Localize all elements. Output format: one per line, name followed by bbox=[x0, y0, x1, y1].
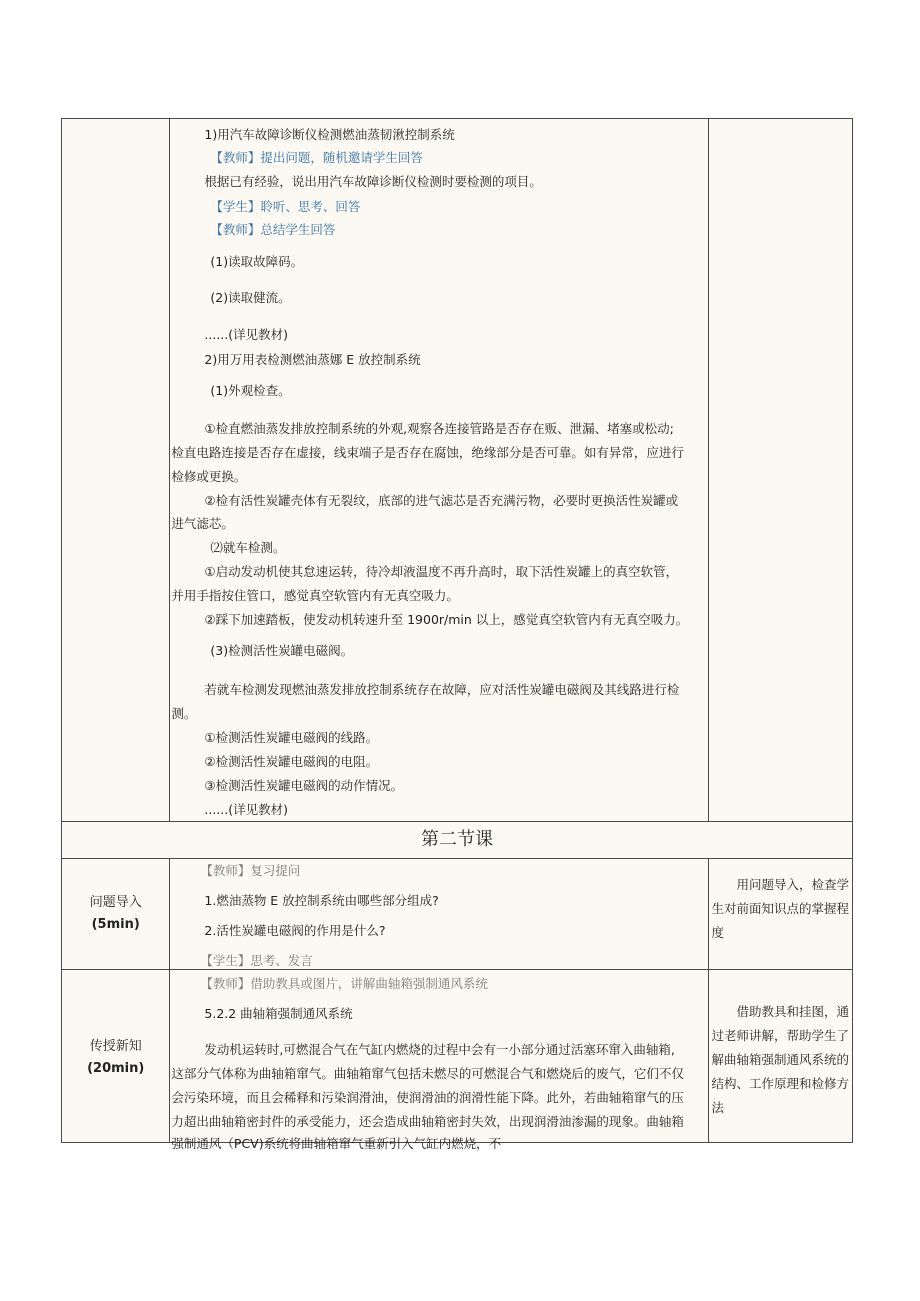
teacher-tag-line: 【教师】总结学生回答 bbox=[210, 222, 336, 237]
intro-row bbox=[62, 859, 853, 970]
subheading-line: 5.2.2 曲轴箱强制通风系统 bbox=[204, 1006, 353, 1021]
teach-content-cell bbox=[170, 970, 709, 1151]
lesson-plan-table bbox=[61, 118, 853, 1151]
section-row bbox=[62, 822, 853, 859]
text-line: 测。 bbox=[171, 706, 197, 721]
text-line: 2.活性炭罐电磁阀的作用是什么? bbox=[204, 923, 386, 938]
section-title: 第二节课 bbox=[421, 829, 493, 850]
continuation-row bbox=[62, 119, 853, 822]
text-line: ②检测活性炭罐电磁阀的电阻。 bbox=[204, 754, 379, 769]
text-line: 若就车检测发现燃油蒸发排放控制系统存在故障，应对活性炭罐电磁阀及其线路进行检 bbox=[204, 682, 680, 697]
teach-note: 借助教具和挂图，通过老师讲解，帮助学生了解曲轴箱强制通风系统的结构、工作原理和检修方法 bbox=[711, 1004, 849, 1115]
text-line: 强制通风（PCV)系统将曲轴箱窜气重新引入气缸内燃烧，不 bbox=[171, 1136, 502, 1151]
text-line: 会污染环境，而且会稀释和污染润滑油，使润滑油的润滑性能下降。此外，若曲轴箱窜气的压 bbox=[171, 1090, 684, 1105]
teach-time: (20min) bbox=[87, 1061, 145, 1076]
section-title-cell bbox=[62, 822, 853, 859]
intro-label: 问题导入 bbox=[89, 895, 142, 910]
intro-content-cell bbox=[170, 859, 709, 970]
left-empty-cell bbox=[62, 119, 170, 822]
text-line: 并用手指按住管口，感觉真空软管内有无真空吸力。 bbox=[171, 588, 459, 603]
text-line: 这部分气体称为曲轴箱窜气。曲轴箱窜气包括未燃尽的可燃混合气和燃烧后的废气，它们不仅 bbox=[171, 1066, 684, 1081]
text-line: ①启动发动机使其怠速运转，待冷却液温度不再升高时，取下活性炭罐上的真空软管， bbox=[204, 564, 679, 579]
text-line: ......(详见教材) bbox=[204, 327, 289, 342]
intro-note: 用问题导入，检查学生对前面知识点的掌握程度 bbox=[711, 877, 849, 940]
text-line: 检直电路连接是否存在虚接，线束端子是否存在腐蚀，绝缘部分是否可靠。如有异常，应进行 bbox=[171, 445, 684, 460]
teach-note-cell bbox=[709, 970, 853, 1143]
text-line: 力超出曲轴箱密封件的承受能力，还会造成曲轴箱密封失效，出现润滑油渗漏的现象。曲轴箱 bbox=[171, 1114, 684, 1129]
teacher-tag-line: 【教师】复习提问 bbox=[200, 863, 301, 878]
intro-note-cell bbox=[709, 859, 853, 970]
text-line: (1)外观检查。 bbox=[210, 383, 291, 398]
right-empty-cell bbox=[709, 119, 853, 822]
text-line: (1)读取故障码。 bbox=[210, 254, 304, 269]
teach-row bbox=[62, 970, 853, 1143]
teach-label-cell bbox=[62, 970, 170, 1143]
text-line: 2)用万用表检测燃油蒸娜 E 放控制系统 bbox=[204, 352, 421, 367]
procedure-cell bbox=[170, 119, 709, 822]
text-line: (3)检测活性炭罐电磁阀。 bbox=[210, 643, 354, 658]
text-line: 检修或更换。 bbox=[171, 469, 247, 484]
intro-time: (5min) bbox=[91, 917, 140, 932]
text-line: ②检有活性炭罐壳体有无裂纹，底部的进气滤芯是否充满污物，必要时更换活性炭罐或 bbox=[204, 493, 679, 508]
text-line: ③检测活性炭罐电磁阀的动作情况。 bbox=[204, 778, 404, 793]
text-line: ②踩下加速踏板，使发动机转速升至 1900r/min 以上，感觉真空软管内有无真空吸力。 bbox=[204, 612, 689, 627]
intro-label-cell bbox=[62, 859, 170, 970]
text-line: 根据已有经验，说出用汽车故障诊断仪检测时要检测的项目。 bbox=[204, 174, 542, 189]
student-tag-line: 【学生】聆听、思考、回答 bbox=[210, 199, 361, 214]
teacher-tag-line: 【教师】提出问题，随机邀请学生回答 bbox=[210, 150, 423, 165]
text-line: 进气滤芯。 bbox=[171, 516, 234, 531]
text-line: 1)用汽车故障诊断仪检测燃油蒸韧湫控制系统 bbox=[204, 127, 455, 142]
teach-label: 传授新知 bbox=[89, 1039, 142, 1054]
text-line: 发动机运转时,可燃混合气在气缸内燃烧的过程中会有一小部分通过活塞环窜入曲轴箱, bbox=[204, 1042, 675, 1057]
teacher-tag-line: 【教师】借助教具或图片，讲解曲轴箱强制通风系统 bbox=[200, 976, 488, 991]
text-line: ⑵就车检测。 bbox=[210, 540, 286, 555]
text-line: (2)读取健流。 bbox=[210, 290, 291, 305]
text-line: ①检直燃油蒸发排放控制系统的外观,观察各连接管路是否存在贩、泄漏、堵塞或松动; bbox=[204, 421, 674, 436]
text-line: 1.燃油蒸物 E 放控制系统由哪些部分组成? bbox=[204, 893, 439, 908]
text-line: ......(详见教材) bbox=[204, 802, 289, 817]
text-line: ①检测活性炭罐电磁阀的线路。 bbox=[204, 730, 379, 745]
student-tag-line: 【学生】思考、发言 bbox=[200, 953, 313, 968]
